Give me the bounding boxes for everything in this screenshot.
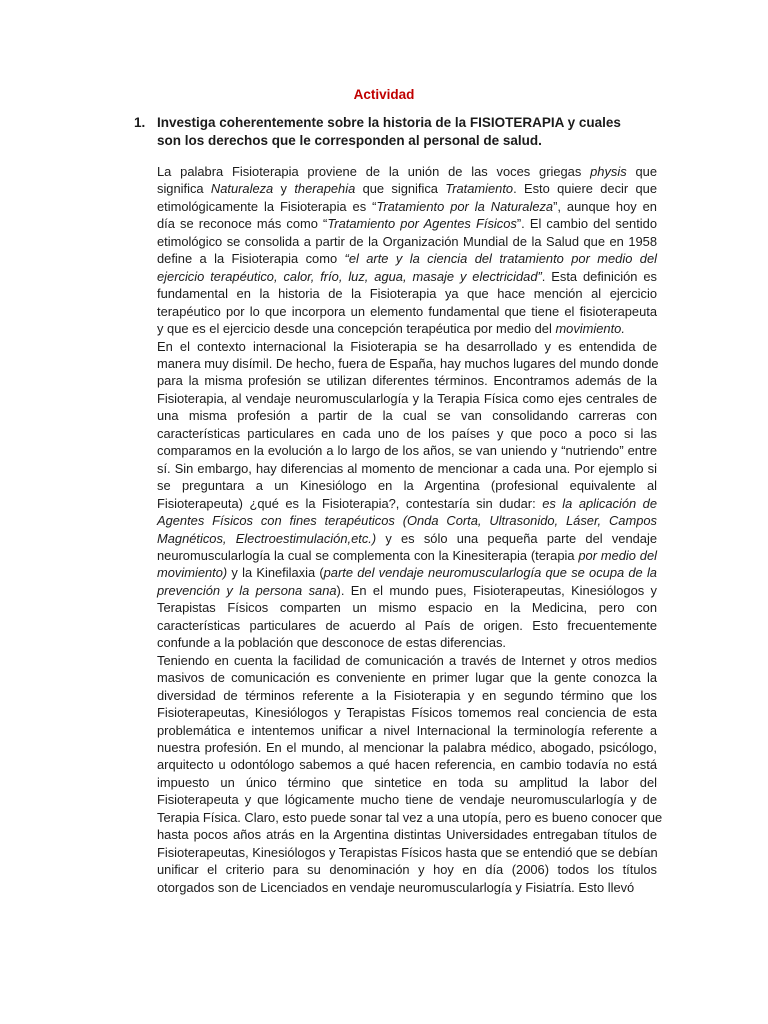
body-line (157, 617, 657, 634)
text-run: ”, aunque hoy en (553, 198, 657, 214)
italic-run: Tratamiento por la Naturaleza (376, 198, 554, 214)
text-run: ). En el mundo pues, Fisioterapeutas, Kinesiólogos y (336, 582, 657, 598)
text-run: que significa (355, 181, 446, 197)
body-line (157, 495, 657, 512)
text-run: Terapia Física. Claro, esto puede sonar tal vez a una utopía, pero es bueno conocer que (157, 809, 663, 825)
text-run: diversidad de términos referente a la Fisioterapia y en segundo término que los (157, 687, 657, 703)
italic-run: ejercicio terapéutico, calor, frío, luz, agua, masaje y electricidad” (157, 268, 542, 284)
text-run: define a la Fisioterapia como (157, 251, 345, 267)
activity-title: Actividad (353, 87, 415, 102)
italic-run: “el arte y la ciencia del tratamiento por medio del (344, 251, 657, 267)
text-run: día se reconoce más como “ (157, 216, 328, 232)
body-line (157, 477, 657, 494)
body-line (157, 530, 657, 547)
text-run: En el contexto internacional la Fisioterapia se ha desarrollado y es entendida de (157, 338, 657, 354)
text-run: y que es el ejercicio desde una concepción terapéutica por medio del (157, 321, 556, 337)
text-run: . Esto quiere decir que (513, 181, 658, 197)
italic-run: therapehia (294, 181, 356, 197)
body-line (157, 233, 657, 250)
text-run: significa (157, 181, 211, 197)
text-run: Fisioterapeutas, Kinesiólogos y Terapistas Físicos hasta que se entendió que se debían (157, 844, 658, 860)
body-line (157, 407, 657, 424)
body-line (157, 669, 657, 686)
body-line (157, 739, 657, 756)
text-run: y es sólo una pequeña parte del vendaje (376, 530, 657, 546)
body-line (157, 599, 657, 616)
text-run: se preguntara a un Kinesiólogo en la Argentina (profesional equivalente al (157, 478, 657, 494)
body-line (157, 512, 657, 529)
text-run: otorgados son de Licenciados en vendaje neuromuscularlogía y Fisiatría. Esto llevó (157, 879, 635, 895)
text-run: fundamental en la historia de la Fisioterapia ya que hace mención al ejercicio (157, 286, 657, 302)
body-line (157, 547, 657, 564)
body-line (157, 879, 657, 896)
text-run: arquitecto u odontólogo sabemos a qué hacen referencia, en cambio todavía no está (157, 757, 657, 773)
text-run: neuromuscularlogía la cual se complementa con la Kinesiterapia (terapia (157, 547, 579, 563)
body-line (157, 687, 657, 704)
body-line (157, 809, 663, 826)
italic-run: Tratamiento (445, 181, 514, 197)
body-line (157, 320, 657, 337)
text-run: manera muy disímil. De hecho, fuera de España, hay muchos lugares del mundo donde (157, 355, 659, 371)
body-line (157, 582, 657, 599)
text-run: Teniendo en cuenta la facilidad de comunicación a través de Internet y otros medios (157, 652, 657, 668)
question-number: 1. (134, 115, 146, 130)
text-run: etimológico se consolida a partir de la Organización Mundial de la Salud que en 1958 (157, 233, 657, 249)
text-run: masivos de comunicación es conveniente en primer lugar que la gente conozca la (157, 670, 657, 686)
body-line (157, 652, 657, 669)
body-line (157, 250, 657, 267)
text-run: Terapistas Físicos comparten un mismo espacio en la Medicina, pero con (157, 600, 657, 616)
body-line (157, 303, 657, 320)
text-run: etimológicamente la Fisioterapia es “ (157, 198, 377, 214)
text-run: para la misma profesión se utilizan diferentes términos. Encontramos además de la (157, 373, 657, 389)
body-line (157, 180, 657, 197)
text-run: sí. Sin embargo, hay diferencias al momento de mencionar a cada una. Por ejemplo si (157, 460, 657, 476)
body-line (157, 722, 657, 739)
body-line (157, 861, 657, 878)
text-run: que (626, 164, 657, 179)
body-line (157, 268, 657, 285)
body-line (157, 215, 657, 232)
italic-run: physis (590, 164, 627, 179)
italic-run: movimiento. (555, 321, 625, 337)
text-run: . Esta definición es (541, 268, 657, 284)
text-run: hasta pocos años atrás en la Argentina distintas Universidades entregaban títulos de (157, 827, 657, 843)
text-run: nuestra profesión. En el mundo, al mencionar la palabra médico, abogado, psicólogo, (157, 739, 657, 755)
italic-run: movimiento) (157, 565, 228, 581)
italic-run: prevención y la persona sana (157, 582, 337, 598)
text-run: y la Kinefilaxia ( (227, 565, 324, 581)
body-line (157, 425, 657, 442)
body-line (157, 704, 657, 721)
text-run: impuesto un único término que sintetice en toda su amplitud la labor del (157, 774, 657, 790)
body-line (157, 774, 657, 791)
body-line (157, 355, 657, 372)
italic-run: por medio del (578, 547, 657, 563)
italic-run: Tratamiento por Agentes Físicos (327, 216, 517, 232)
body-line (157, 198, 657, 215)
italic-run: es la aplicación de (542, 495, 657, 511)
text-run: Fisioterapeutas, Kinesiólogos y Terapistas Físicos tomemos real conciencia de esta (157, 705, 657, 721)
body-line (157, 372, 657, 389)
text-run: problemática e intentemos unificar a nivel Internacional la terminología referente a (157, 722, 657, 738)
body-line (157, 338, 657, 355)
body-line (157, 442, 657, 459)
text-run: Fisioterapeuta y que lógicamente mucho tiene de vendaje neuromuscularlogía y de (157, 792, 657, 808)
body-line (157, 163, 657, 180)
body-line (157, 756, 657, 773)
text-run: una misma profesión a partir de la cual se van consolidando carreras con (157, 408, 657, 424)
text-run: La palabra Fisioterapia proviene de la unión de las voces griegas (157, 164, 591, 179)
italic-run: parte del vendaje neuromuscularlogía que se ocupa de la (323, 565, 657, 581)
text-run: características particulares de acuerdo al País de origen. Esto frecuentemente (157, 617, 657, 633)
body-line (157, 390, 657, 407)
text-run: Fisioterapia, al vendaje neuromuscularlogía y la Terapia Física como ejes centrales de (157, 390, 657, 406)
text-run: comparamos en la evolución a lo largo de los años, se van uniendo y “nutriendo” entre (157, 443, 657, 459)
italic-run: Naturaleza (210, 181, 274, 197)
question-text: Investiga coherentemente sobre la historia de la FISIOTERAPIA y cuales son los derechos que le corresponden al personal de salud. (157, 115, 621, 148)
body-line (157, 460, 657, 477)
text-run: confunde a la población que desconoce de estas diferencias. (157, 635, 507, 651)
italic-run: Magnéticos, Electroestimulación,etc.) (157, 530, 377, 546)
italic-run: Agentes Físicos con fines terapéuticos (Onda Corta, Ultrasonido, Láser, Campos (157, 513, 657, 529)
text-run: unificar el criterio para su denominación y hoy en día (2006) todos los títulos (157, 862, 657, 878)
text-run: Fisioterapeuta) ¿qué es la Fisioterapia?, contestaría sin dudar: (157, 495, 543, 511)
text-run: y (273, 181, 295, 197)
body-text (157, 163, 663, 896)
body-line (157, 634, 657, 651)
text-run: ”. El cambio del sentido (516, 216, 658, 232)
body-line (157, 844, 657, 861)
body-line (157, 826, 657, 843)
body-line (157, 791, 657, 808)
text-run: terapéutico por lo que incorpora un elemento fundamental que tiene el fisioterapeuta (157, 303, 657, 319)
body-line (157, 285, 657, 302)
text-run: características particulares en cada uno de los países y que poco a poco si las (157, 425, 657, 441)
body-line (157, 564, 657, 581)
